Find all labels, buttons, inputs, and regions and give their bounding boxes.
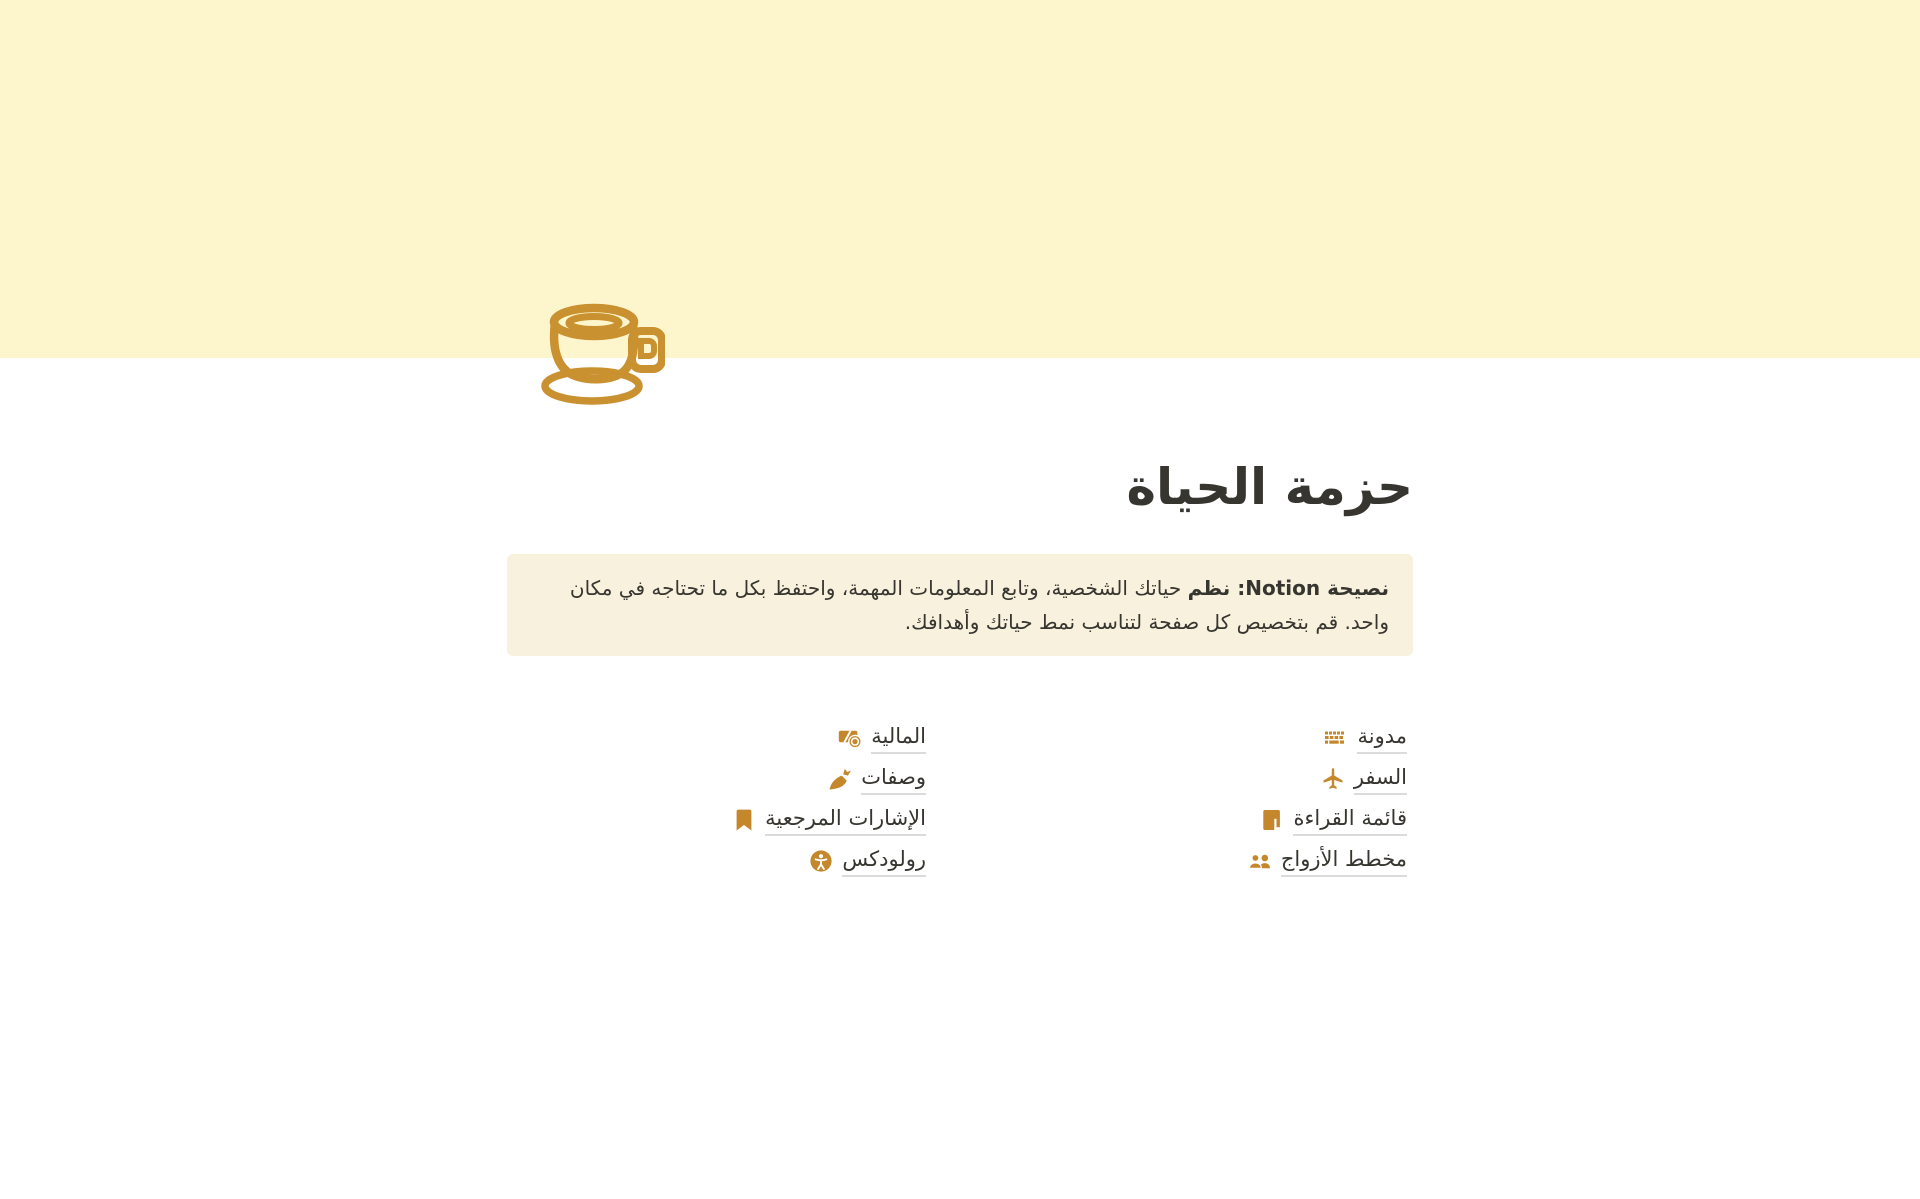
coffee-cup-icon[interactable] [533,287,665,409]
money-icon [838,726,862,750]
notion-tip-callout [507,554,1413,656]
page-content [507,287,1413,882]
page-link-label[interactable]: مخطط الأزواج [1281,846,1407,877]
person-circle-icon [809,849,833,873]
page-link-recipes[interactable] [828,759,926,800]
page-link-label[interactable]: وصفات [861,764,926,795]
page-link-label[interactable]: رولودكس [842,846,926,877]
people-icon [1248,849,1272,873]
keyboard-icon [1324,726,1348,750]
page-link-couples-planner[interactable] [1248,841,1407,882]
callout-regular-text: حياتك الشخصية، وتابع المعلومات المهمة، واحتفظ بكل ما تحتاجه في مكان واحد. قم بتخصيص كل صفحة لتناسب نمط حياتك وأهدافك. [569,575,1389,634]
page-title: حزمة الحياة [1126,458,1413,516]
page-link-label[interactable]: السفر [1354,764,1407,795]
carrot-icon [828,767,852,791]
airplane-icon [1321,767,1345,791]
bookmark-icon [732,808,756,832]
book-icon [1260,808,1284,832]
page-link-label[interactable]: الإشارات المرجعية [765,805,926,836]
page-link-finance[interactable] [838,718,926,759]
page-link-rolodex[interactable] [809,841,926,882]
page-link-travel[interactable] [1321,759,1407,800]
links-column-right [988,718,1413,882]
page-link-label[interactable]: المالية [871,723,926,754]
linked-pages-grid [507,718,1413,882]
page-link-bookmarks[interactable] [732,800,926,841]
callout-bold-text: نصيحة Notion: نظم [1187,575,1389,600]
page-link-blog[interactable] [1324,718,1407,759]
page-link-label[interactable]: قائمة القراءة [1293,805,1407,836]
page-link-reading-list[interactable] [1260,800,1407,841]
links-column-left [507,718,932,882]
page-link-label[interactable]: مدونة [1357,723,1407,754]
